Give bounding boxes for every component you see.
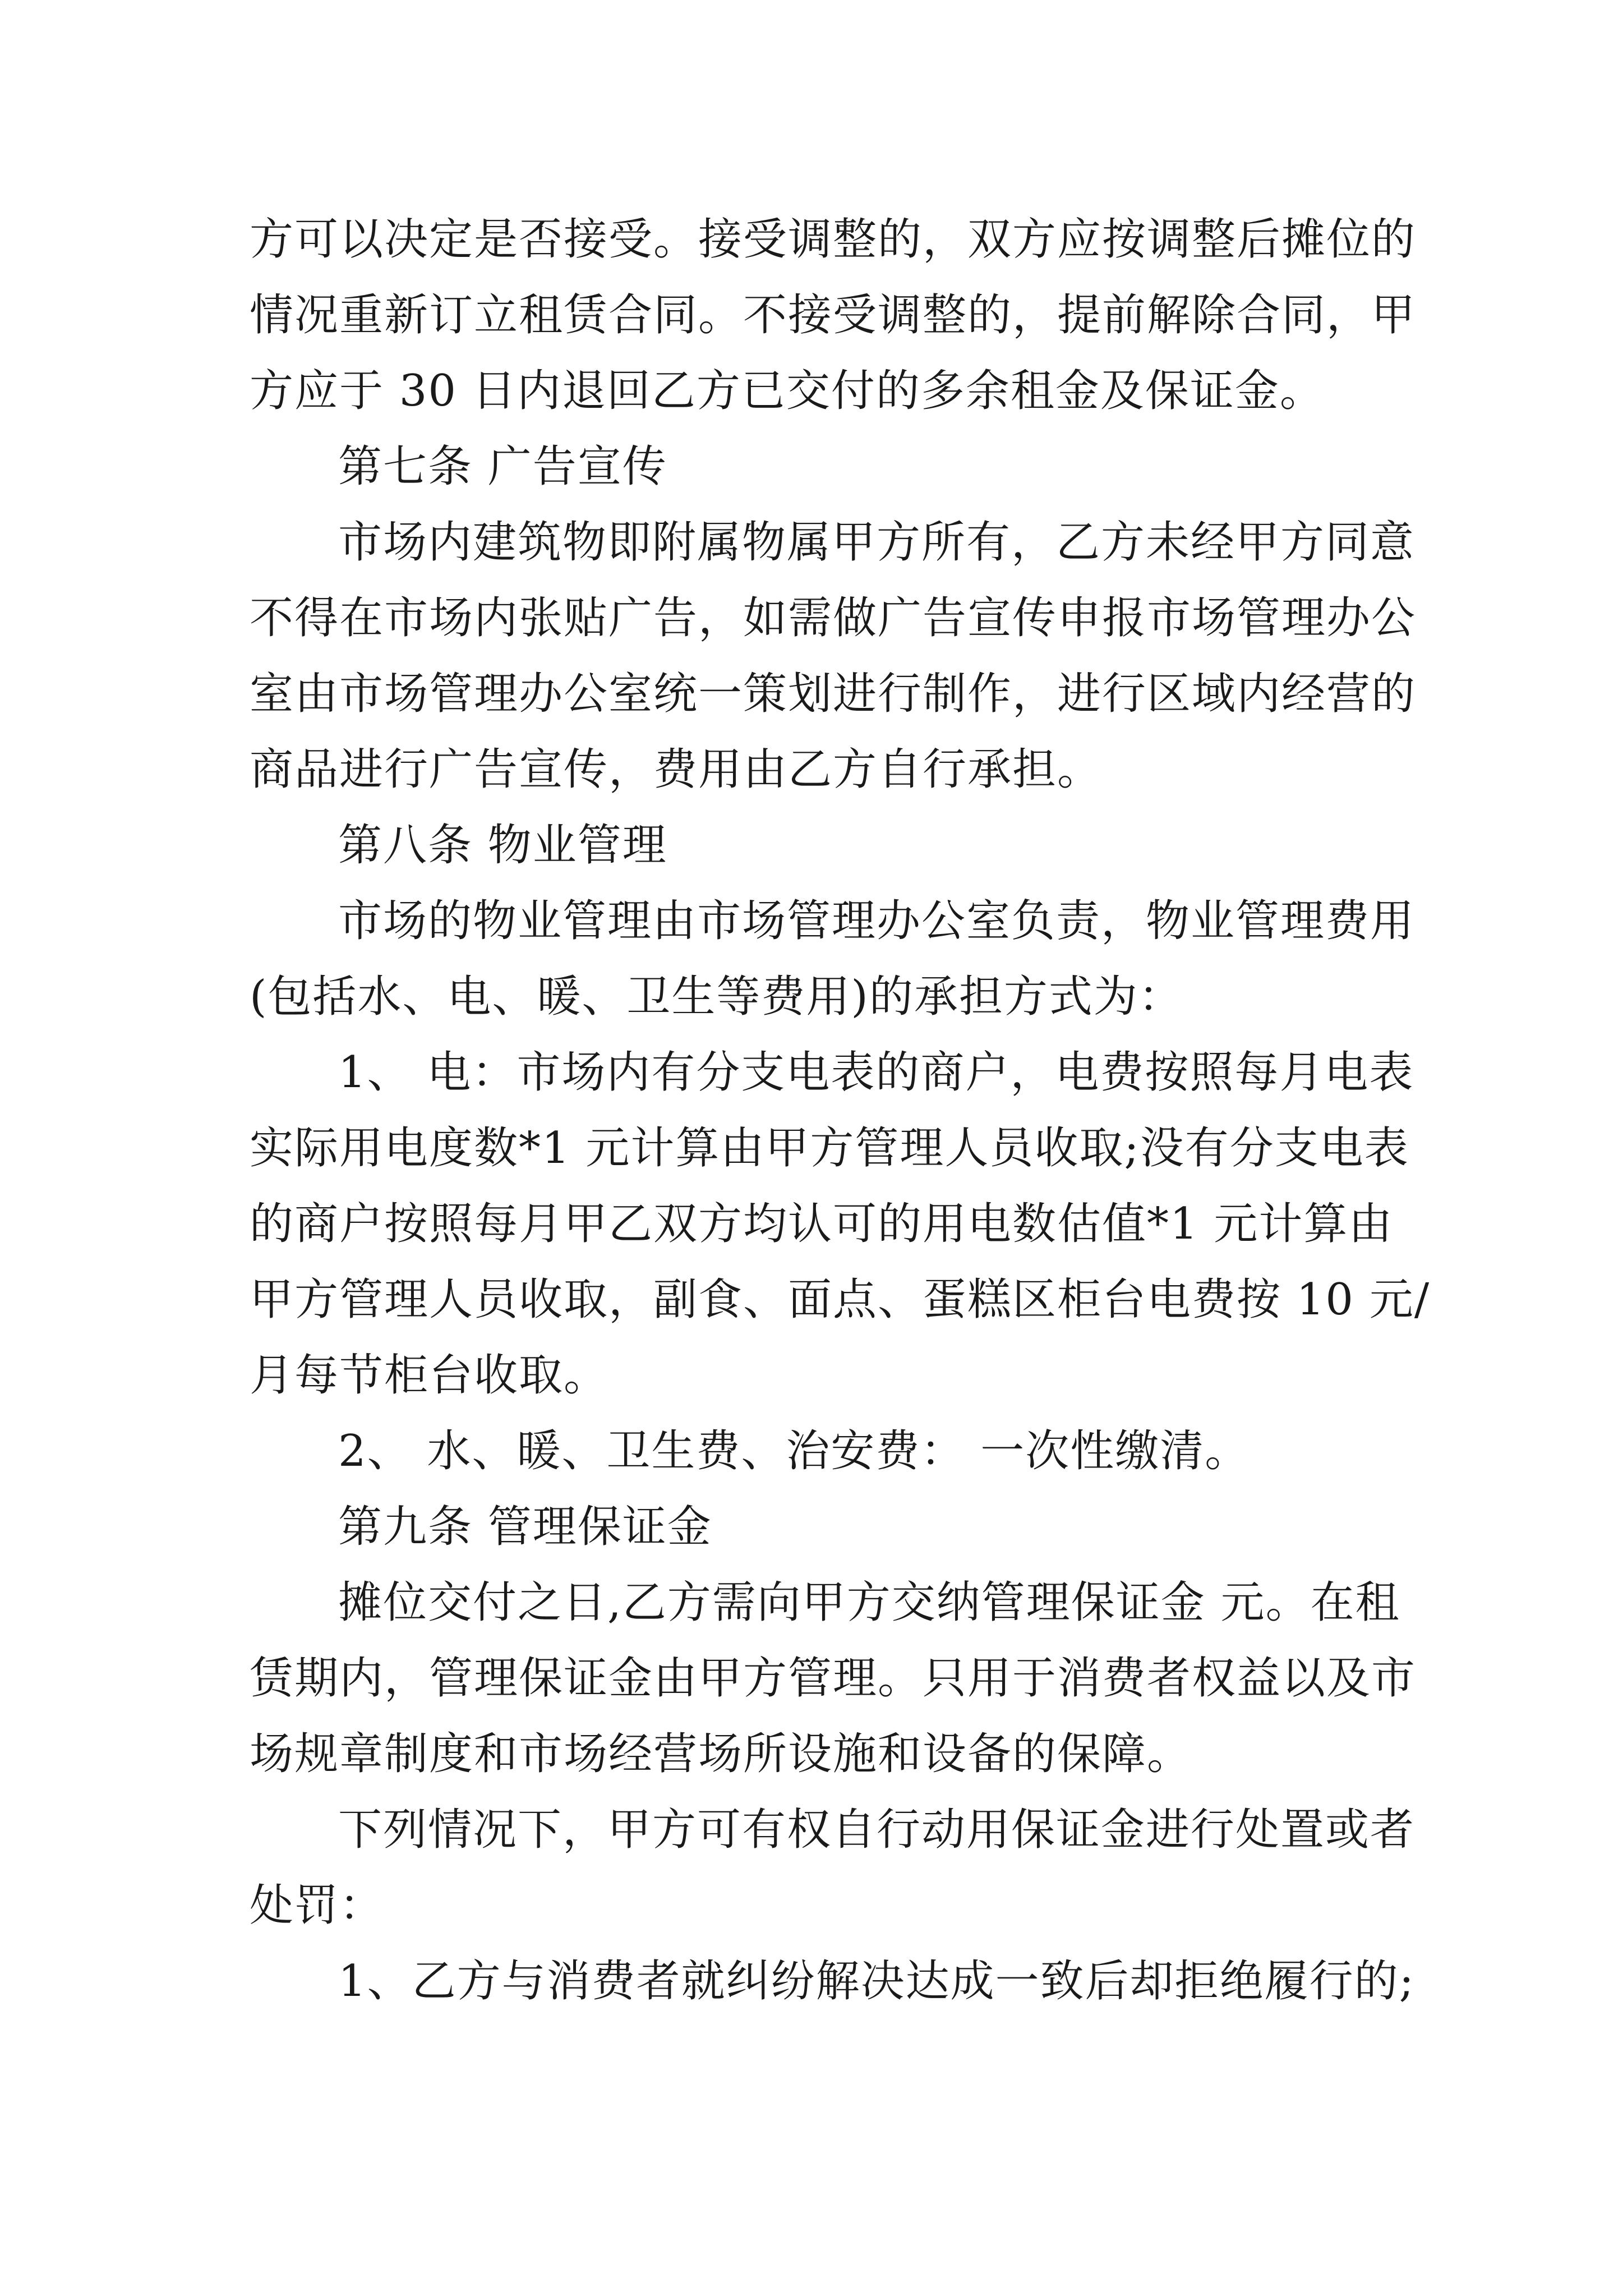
section-heading: 第七条 广告宣传 <box>338 441 667 492</box>
text-line: 下列情况下，甲方可有权自行动用保证金进行处置或者 <box>338 1805 1415 1855</box>
text-line: 实际用电度数*1 元计算由甲方管理人员收取;没有分支电表 <box>250 1123 1409 1174</box>
text-line: 场规章制度和市场经营场所设施和设备的保障。 <box>250 1729 1192 1779</box>
document-body <box>250 202 1431 2019</box>
text-line: 情况重新订立租赁合同。不接受调整的，提前解除合同，甲 <box>250 290 1417 341</box>
text-line: 室由市场管理办公室统一策划进行制作，进行区域内经营的 <box>250 669 1417 719</box>
section-heading: 第八条 物业管理 <box>338 820 667 871</box>
text-line: (包括水、电、暖、卫生等费用)的承担方式为： <box>250 972 1183 1022</box>
text-line: 方可以决定是否接受。接受调整的，双方应按调整后摊位的 <box>250 214 1417 265</box>
text-line: 商品进行广告宣传，费用由乙方自行承担。 <box>250 744 1103 795</box>
text-line: 不得在市场内张贴广告，如需做广告宣传申报市场管理办公 <box>250 593 1417 643</box>
list-item: 2、 水、暖、卫生费、治安费： 一次性缴清。 <box>338 1426 1250 1476</box>
text-line: 摊位交付之日,乙方需向甲方交纳管理保证金 元。在租 <box>338 1577 1400 1628</box>
text-line: 月每节柜台收取。 <box>250 1350 609 1401</box>
text-line: 市场内建筑物即附属物属甲方所有，乙方未经甲方同意 <box>338 517 1415 568</box>
section-heading: 第九条 管理保证金 <box>338 1502 712 1552</box>
text-line: 的商户按照每月甲乙双方均认可的用电数估值*1 元计算由 <box>250 1199 1394 1249</box>
text-line: 市场的物业管理由市场管理办公室负责，物业管理费用 <box>338 896 1415 946</box>
text-line: 处罚： <box>250 1880 385 1931</box>
text-line: 甲方管理人员收取，副食、面点、蛋糕区柜台电费按 10 元/ <box>250 1274 1431 1325</box>
list-item: 1、 电：市场内有分支电表的商户，电费按照每月电表 <box>338 1047 1414 1098</box>
text-line: 方应于 30 日内退回乙方已交付的多余租金及保证金。 <box>250 366 1325 416</box>
list-item: 1、乙方与消费者就纠纷解决达成一致后却拒绝履行的; <box>338 1956 1415 2007</box>
text-line: 赁期内，管理保证金由甲方管理。只用于消费者权益以及市 <box>250 1653 1417 1704</box>
